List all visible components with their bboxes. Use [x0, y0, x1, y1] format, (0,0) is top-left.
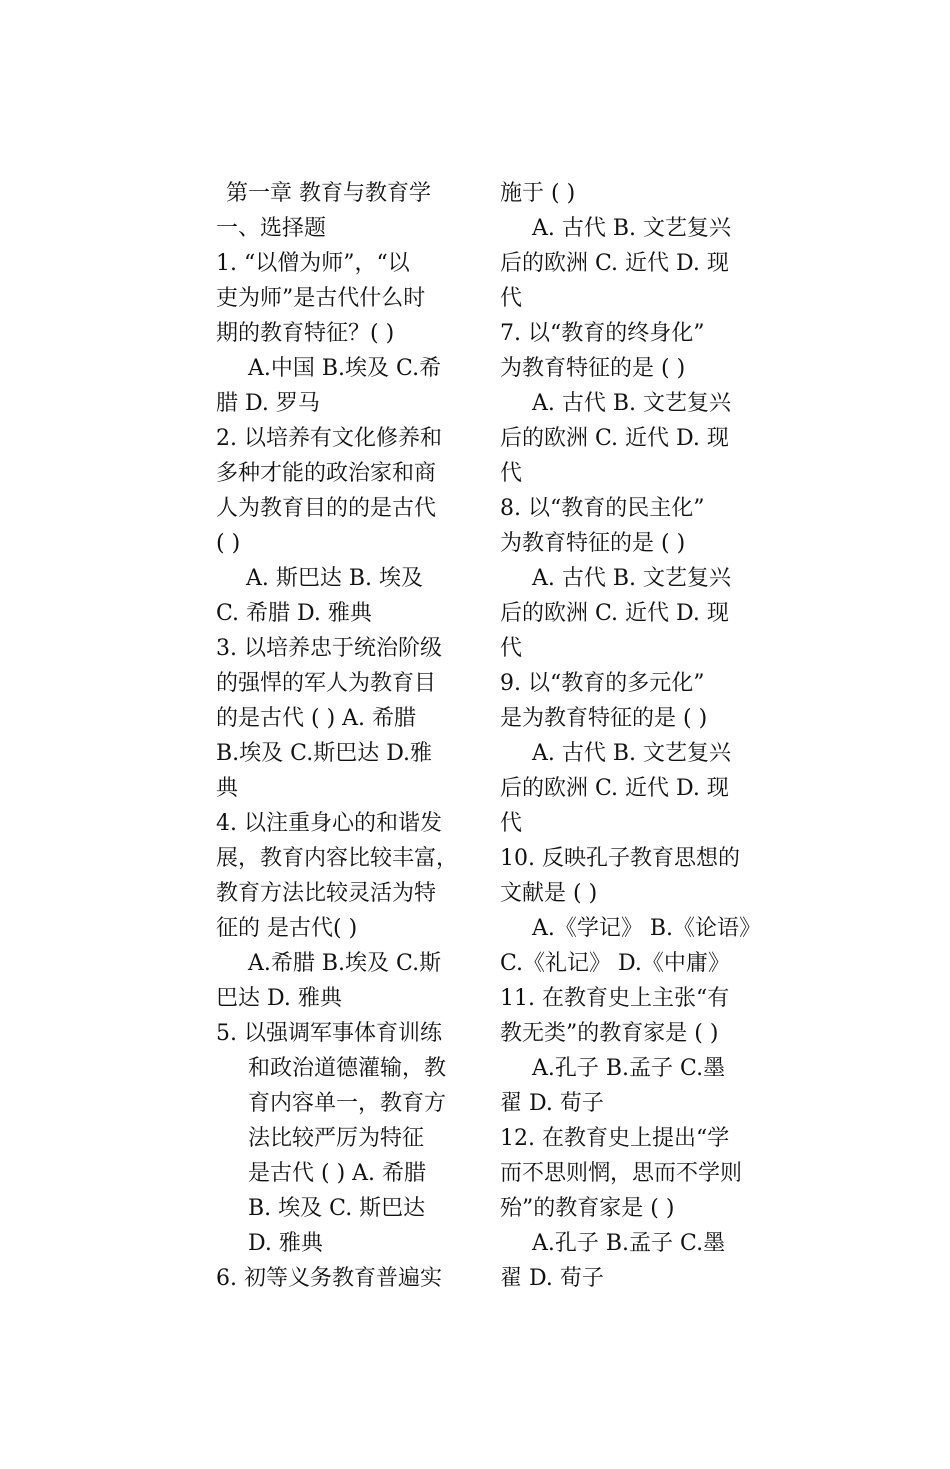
option-line: A.希腊 B.埃及 C.斯 — [248, 951, 442, 976]
question-line: 施于 ( ) — [500, 181, 576, 206]
question-line: 期的教育特征？( ) — [216, 321, 395, 346]
option-line: 腊 D. 罗马 — [216, 391, 320, 416]
question-line: 而不思则惘，思而不学则 — [500, 1161, 743, 1186]
question-line: 9. 以“教育的多元化” — [500, 671, 705, 696]
question-line: 6. 初等义务教育普遍实 — [216, 1266, 442, 1291]
option-line: B. 埃及 C. 斯巴达 — [248, 1196, 426, 1221]
option-line: 后的欧洲 C. 近代 D. 现 — [500, 251, 729, 276]
option-line: 后的欧洲 C. 近代 D. 现 — [500, 776, 729, 801]
option-line: 代 — [500, 461, 523, 486]
question-line: 是为教育特征的是 ( ) — [500, 706, 708, 731]
option-line: 典 — [216, 776, 239, 801]
option-line: A.孔子 B.孟子 C.墨 — [532, 1231, 726, 1256]
question-line: 11. 在教育史上主张“有 — [500, 986, 730, 1011]
question-line: 殆”的教育家是 ( ) — [500, 1196, 675, 1221]
section-heading: 一、选择题 — [216, 216, 327, 241]
question-line: 展，教育内容比较丰富， — [216, 846, 459, 871]
question-line: 的是古代 ( ) A. 希腊 — [216, 706, 417, 731]
option-line: C.《礼记》 D.《中庸》 — [500, 951, 730, 976]
left-column — [216, 176, 459, 1296]
question-line: 多种才能的政治家和商 — [216, 461, 437, 486]
option-line: 后的欧洲 C. 近代 D. 现 — [500, 426, 729, 451]
question-line: 10. 反映孔子教育思想的 — [500, 846, 740, 871]
question-line: 1. “以僧为师”，“以 — [216, 251, 410, 276]
option-line: 后的欧洲 C. 近代 D. 现 — [500, 601, 729, 626]
question-line: 12. 在教育史上提出“学 — [500, 1126, 730, 1151]
question-line: 文献是 ( ) — [500, 881, 598, 906]
option-line: A. 古代 B. 文艺复兴 — [532, 566, 732, 591]
question-line: 教育方法比较灵活为特 — [216, 881, 437, 906]
option-line: D. 雅典 — [248, 1231, 323, 1256]
option-line: A.孔子 B.孟子 C.墨 — [532, 1056, 726, 1081]
question-line: 7. 以“教育的终身化” — [500, 321, 705, 346]
question-line: 为教育特征的是 ( ) — [500, 356, 686, 381]
option-line: 代 — [500, 811, 523, 836]
chapter-title: 第一章 教育与教育学 — [226, 181, 431, 206]
question-line: 吏为师”是古代什么时 — [216, 286, 426, 311]
right-column — [500, 176, 762, 1296]
question-line: 3. 以培养忠于统治阶级 — [216, 636, 442, 661]
question-line: 教无类”的教育家是 ( ) — [500, 1021, 719, 1046]
question-line: 和政治道德灌输，教 — [248, 1056, 447, 1081]
question-line: 2. 以培养有文化修养和 — [216, 426, 442, 451]
question-line: 5. 以强调军事体育训练 — [216, 1021, 442, 1046]
option-line: 代 — [500, 636, 523, 661]
question-line: ( ) — [216, 531, 241, 556]
question-line: 征的 是古代( ) — [216, 916, 358, 941]
option-line: A.中国 B.埃及 C.希 — [248, 356, 442, 381]
question-line: 法比较严厉为特征 — [248, 1126, 425, 1151]
option-line: 巴达 D. 雅典 — [216, 986, 342, 1011]
option-line: A. 古代 B. 文艺复兴 — [532, 216, 732, 241]
question-line: 人为教育目的的是古代 — [216, 496, 437, 521]
question-line: 4. 以注重身心的和谐发 — [216, 811, 442, 836]
option-line: A. 古代 B. 文艺复兴 — [532, 741, 732, 766]
question-line: 育内容单一，教育方 — [248, 1091, 447, 1116]
option-line: 翟 D. 荀子 — [500, 1091, 604, 1116]
question-line: 为教育特征的是 ( ) — [500, 531, 686, 556]
option-line: 代 — [500, 286, 523, 311]
option-line: A. 古代 B. 文艺复兴 — [532, 391, 732, 416]
question-line: 8. 以“教育的民主化” — [500, 496, 705, 521]
option-line: A.《学记》 B.《论语》 — [532, 916, 762, 941]
question-line: 的强悍的军人为教育目 — [216, 671, 437, 696]
question-line: 是古代 ( ) A. 希腊 — [248, 1161, 427, 1186]
option-line: B.埃及 C.斯巴达 D.雅 — [216, 741, 433, 766]
option-line: C. 希腊 D. 雅典 — [216, 601, 372, 626]
option-line: 翟 D. 荀子 — [500, 1266, 604, 1291]
option-line: A. 斯巴达 B. 埃及 — [246, 566, 424, 591]
